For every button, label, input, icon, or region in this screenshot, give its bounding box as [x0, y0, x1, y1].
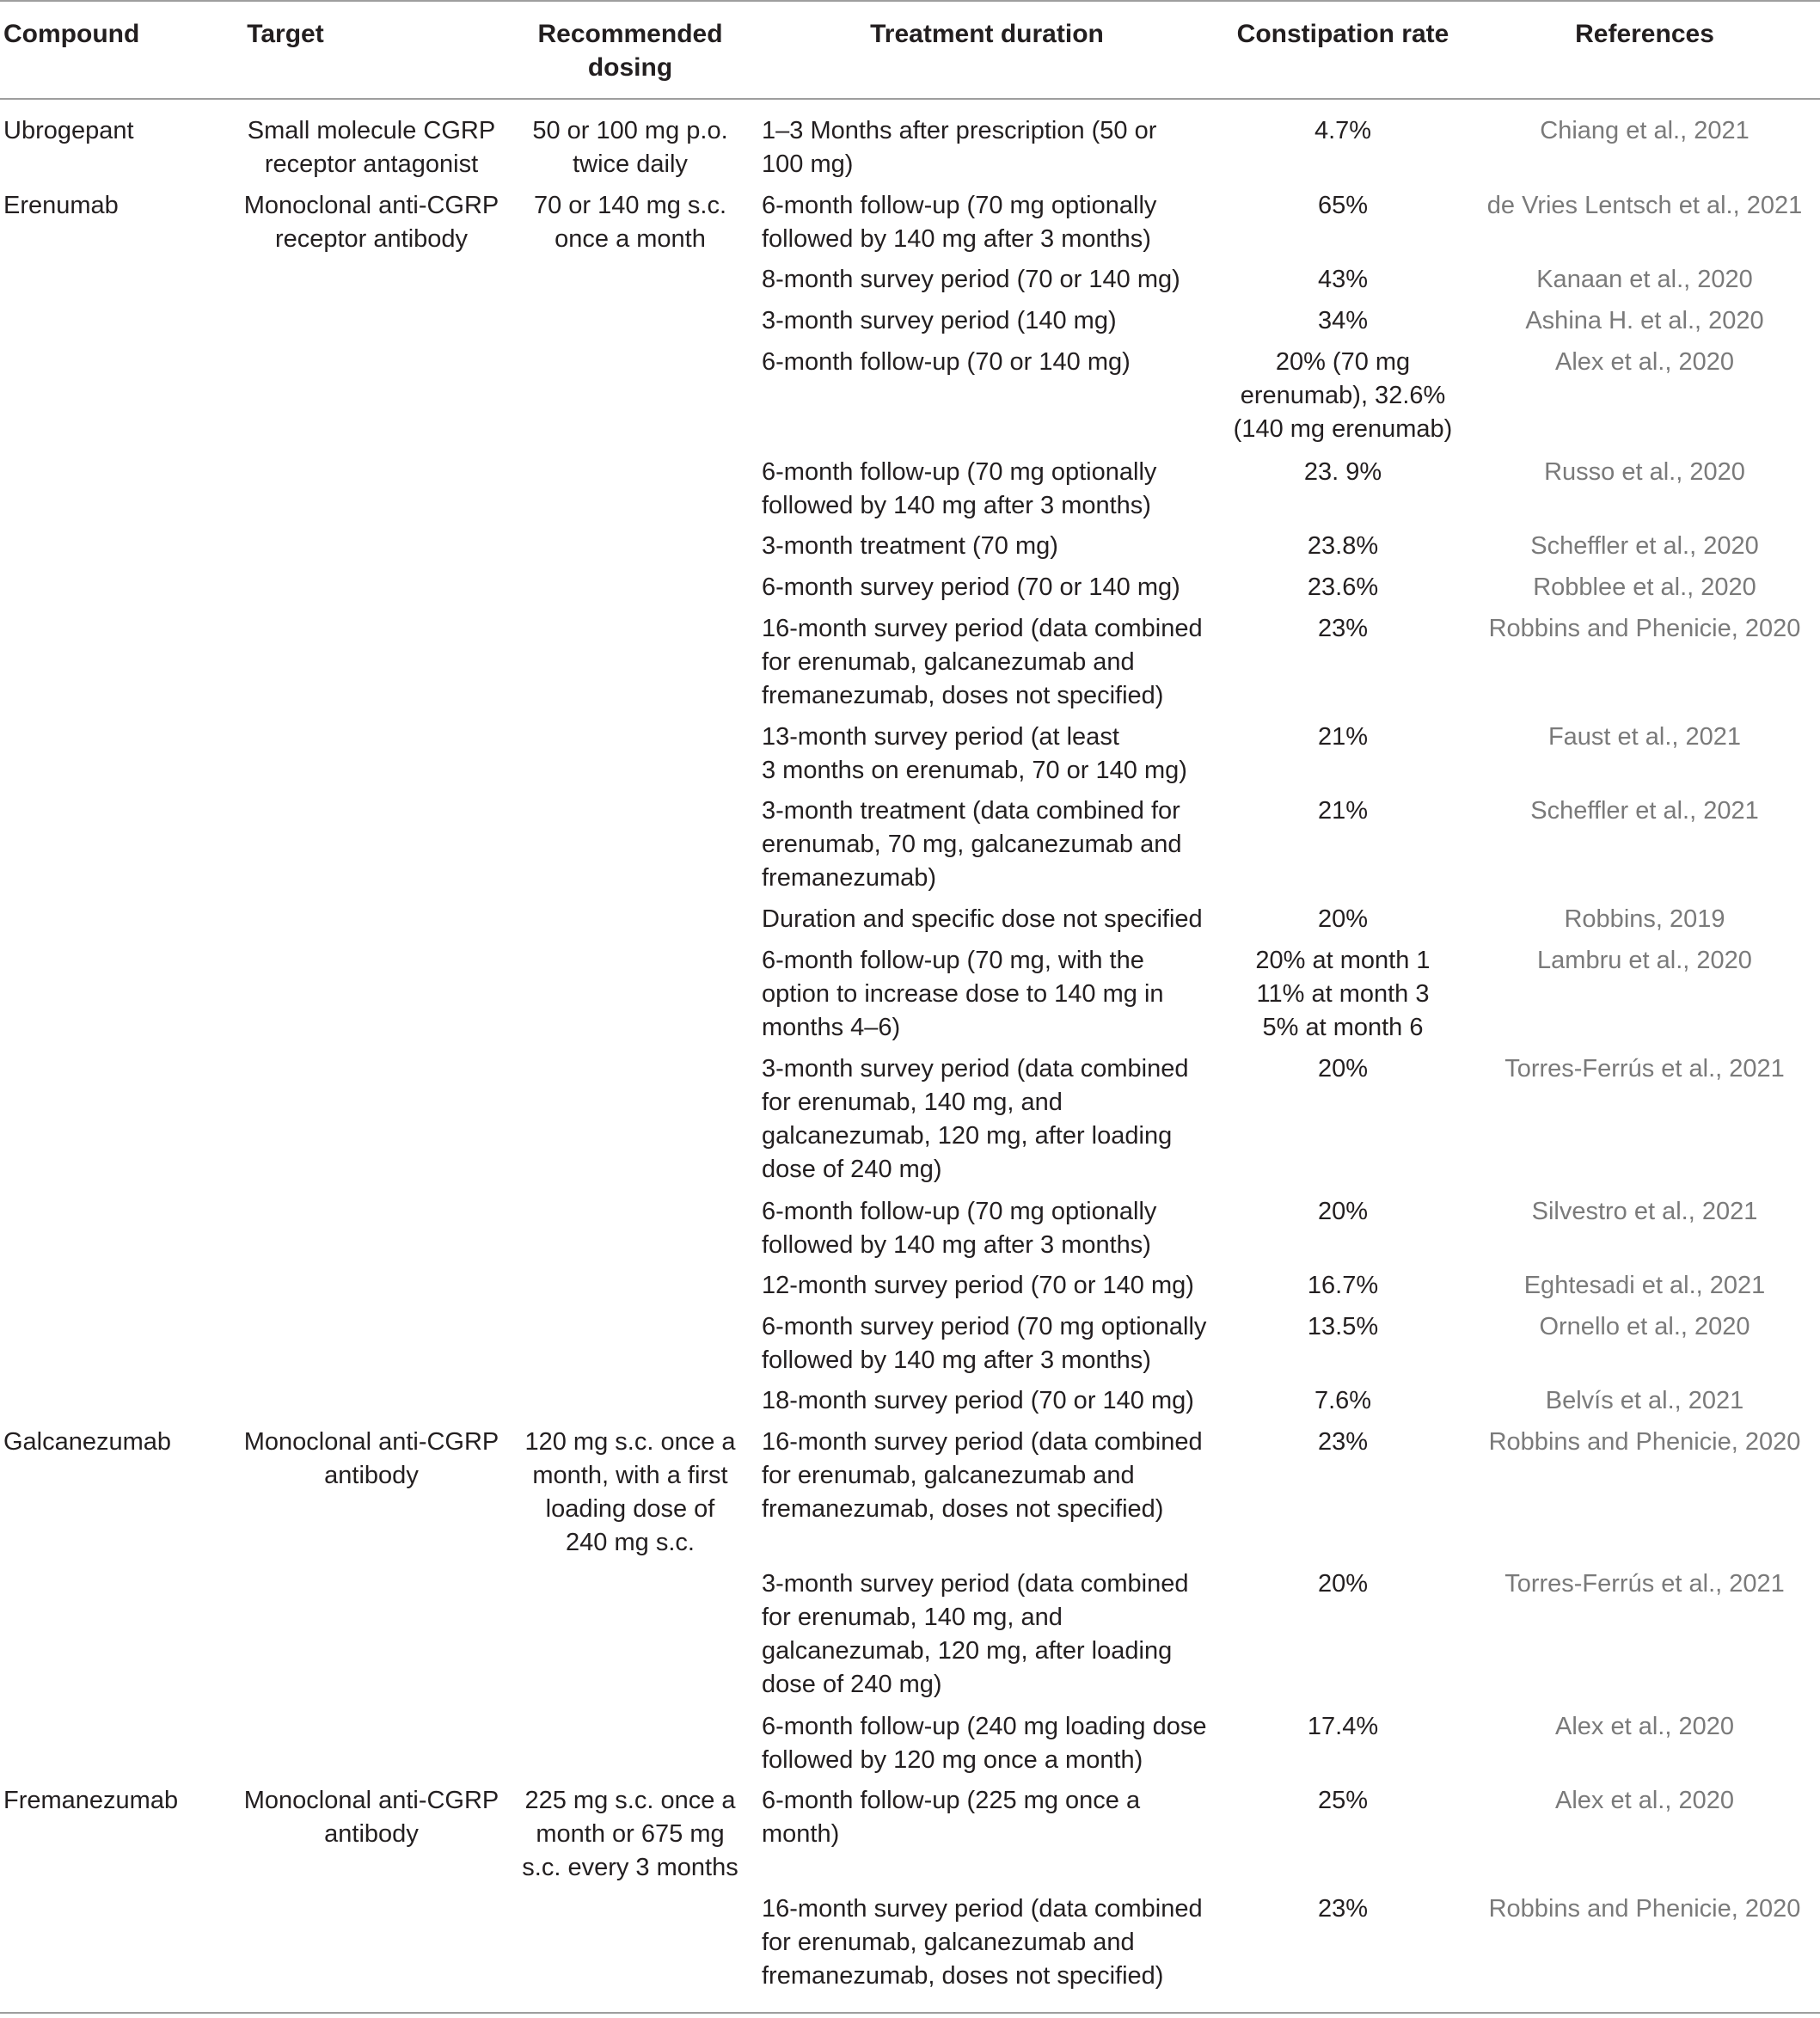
cell-rate-line: 23. 9%: [1303, 458, 1382, 486]
cell-duration: [762, 903, 1203, 936]
cell-duration-line: fremanezumab, doses not specified): [762, 1495, 1164, 1523]
cell-rate: [1197, 530, 1489, 563]
cell-duration-line: option to increase dose to 140 mg in: [762, 980, 1164, 1008]
cell-rate: [1197, 1195, 1489, 1229]
cell-duration: [762, 1310, 1206, 1377]
cell-reference: Eghtesadi et al., 2021: [1523, 1272, 1766, 1299]
cell-rate-line: 20%: [1317, 1198, 1369, 1225]
cell-dosing-line: month or 675 mg: [536, 1820, 725, 1848]
cell-duration-line: Duration and specific dose not specified: [762, 905, 1203, 933]
cell-rate-line: 7.6%: [1314, 1387, 1372, 1414]
cell-compound: [3, 1426, 171, 1459]
cell-rate-line: 20%: [1317, 905, 1369, 933]
cell-reference: Alex et al., 2020: [1555, 348, 1734, 376]
cell-duration-line: galcanezumab, 120 mg, after loading: [762, 1122, 1173, 1150]
cell-rate: [1197, 571, 1489, 604]
cell-duration-line: 6-month follow-up (225 mg once a: [762, 1787, 1141, 1814]
cell-dosing: [493, 1784, 768, 1885]
cell-reference: Robbins, 2019: [1564, 905, 1725, 933]
cell-compound: [3, 189, 119, 223]
cell-rate-line: 20%: [1317, 1055, 1369, 1083]
cell-reference: Torres-Ferrús et al., 2021: [1504, 1055, 1785, 1083]
cell-target-line: Monoclonal anti-CGRP: [243, 1428, 499, 1456]
cell-rate-line: 23.8%: [1307, 532, 1379, 560]
cell-duration-line: 3-month survey period (data combined: [762, 1055, 1189, 1083]
cell-duration: [762, 304, 1117, 338]
cell-duration-line: 6-month follow-up (70 mg optionally: [762, 458, 1157, 486]
bottom-rule: [0, 2012, 1820, 2014]
cell-rate: [1197, 346, 1489, 446]
cell-rate: [1197, 612, 1489, 646]
cell-duration-line: for erenumab, 140 mg, and: [762, 1604, 1063, 1631]
header-duration: Treatment duration: [870, 20, 1104, 48]
cell-reference: Chiang et al., 2021: [1540, 117, 1750, 144]
cell-reference: Lambru et al., 2020: [1537, 947, 1752, 974]
cell-dosing-line: month, with a first: [532, 1462, 728, 1489]
cell-duration-line: followed by 120 mg once a month): [762, 1746, 1143, 1774]
cell-dosing-line: s.c. every 3 months: [522, 1854, 738, 1881]
cell-compound-line: Fremanezumab: [3, 1787, 179, 1814]
cell-duration: [762, 263, 1180, 297]
cell-rate-line: 20%: [1317, 1570, 1369, 1598]
cell-dosing-line: 70 or 140 mg s.c.: [533, 192, 727, 219]
cell-duration-line: dose of 240 mg): [762, 1671, 942, 1698]
cell-duration-line: 100 mg): [762, 150, 854, 178]
cell-duration-line: months 4–6): [762, 1014, 901, 1041]
cell-reference: Scheffler et al., 2021: [1530, 797, 1759, 825]
cell-duration: [762, 1567, 1188, 1702]
cell-duration-line: for erenumab, galcanezumab and: [762, 1462, 1135, 1489]
cell-duration-line: 6-month survey period (70 mg optionally: [762, 1313, 1207, 1340]
cell-duration-line: followed by 140 mg after 3 months): [762, 1231, 1151, 1259]
cell-target-line: antibody: [324, 1820, 419, 1848]
cell-duration: [762, 1195, 1156, 1262]
cell-rate: [1197, 1892, 1489, 1926]
header-target: Target: [247, 20, 324, 48]
cell-reference: Torres-Ferrús et al., 2021: [1504, 1570, 1785, 1598]
cell-reference: Robblee et al., 2020: [1533, 574, 1756, 601]
cell-reference: de Vries Lentsch et al., 2021: [1486, 192, 1803, 219]
cell-duration-line: 3 months on erenumab, 70 or 140 mg): [762, 757, 1187, 784]
cell-duration-line: 6-month follow-up (70 mg optionally: [762, 192, 1157, 219]
cell-duration-line: erenumab, 70 mg, galcanezumab and: [762, 831, 1182, 858]
cell-target-line: receptor antagonist: [264, 150, 479, 178]
cell-reference: Ashina H. et al., 2020: [1525, 307, 1764, 334]
cell-rate: [1197, 456, 1489, 489]
cell-dosing-line: loading dose of: [545, 1495, 715, 1523]
cell-duration-line: 6-month follow-up (240 mg loading dose: [762, 1713, 1207, 1740]
cell-reference: Russo et al., 2020: [1544, 458, 1745, 486]
cell-rate: [1197, 903, 1489, 936]
cell-duration: [762, 1269, 1194, 1303]
cell-rate-line: 20% at month 1: [1255, 947, 1431, 974]
cell-duration: [762, 1426, 1203, 1526]
cell-reference: Ornello et al., 2020: [1539, 1313, 1750, 1340]
cell-duration: [762, 346, 1131, 379]
cell-reference: Belvís et al., 2021: [1545, 1387, 1744, 1414]
cell-duration: [762, 1052, 1188, 1187]
cell-rate: [1197, 1269, 1489, 1303]
cell-rate: [1197, 1052, 1489, 1086]
cell-target-line: Monoclonal anti-CGRP: [243, 192, 499, 219]
cell-duration-line: 16-month survey period (data combined: [762, 1428, 1203, 1456]
header-compound: Compound: [3, 20, 140, 48]
cell-dosing: [493, 114, 768, 181]
cell-reference: Kanaan et al., 2020: [1536, 266, 1753, 293]
cell-duration: [762, 1710, 1206, 1777]
cell-duration-line: 3-month treatment (data combined for: [762, 797, 1180, 825]
cell-dosing-line: 225 mg s.c. once a: [524, 1787, 736, 1814]
top-rule: [0, 0, 1820, 2]
cell-duration-line: 3-month survey period (140 mg): [762, 307, 1117, 334]
cell-rate-line: 65%: [1317, 192, 1369, 219]
cell-duration-line: 3-month treatment (70 mg): [762, 532, 1058, 560]
cell-duration: [762, 189, 1156, 256]
header-dosing: [501, 17, 759, 84]
cell-duration-line: 6-month follow-up (70 or 140 mg): [762, 348, 1131, 376]
cell-rate-line: erenumab), 32.6%: [1240, 382, 1446, 409]
cell-dosing-line: twice daily: [573, 150, 688, 178]
cell-target-line: receptor antibody: [274, 225, 469, 253]
cell-duration-line: fremanezumab, doses not specified): [762, 682, 1164, 709]
cell-rate-line: 5% at month 6: [1262, 1014, 1424, 1041]
cell-reference: Robbins and Phenicie, 2020: [1488, 1895, 1801, 1923]
cell-reference: Robbins and Phenicie, 2020: [1488, 1428, 1801, 1456]
cell-rate: [1197, 794, 1489, 828]
cell-rate-line: 23%: [1317, 1428, 1369, 1456]
cell-rate: [1197, 1384, 1489, 1418]
cell-compound-line: Erenumab: [3, 192, 119, 219]
cell-duration: [762, 794, 1181, 895]
cell-duration-line: 12-month survey period (70 or 140 mg): [762, 1272, 1194, 1299]
cell-compound: [3, 1784, 178, 1818]
cell-rate-line: 11% at month 3: [1256, 980, 1430, 1008]
cell-rate-line: (140 mg erenumab): [1233, 415, 1453, 443]
cell-duration-line: month): [762, 1820, 840, 1848]
cell-rate: [1197, 1310, 1489, 1344]
cell-dosing-line: 120 mg s.c. once a: [524, 1428, 736, 1456]
header-dosing-line-2: dosing: [587, 53, 673, 82]
cell-rate-line: 21%: [1317, 723, 1369, 751]
cell-reference: Alex et al., 2020: [1555, 1713, 1734, 1740]
cell-duration-line: fremanezumab): [762, 864, 937, 892]
cell-rate: [1197, 1426, 1489, 1459]
cell-duration-line: fremanezumab, doses not specified): [762, 1962, 1164, 1990]
cell-reference: Robbins and Phenicie, 2020: [1488, 615, 1801, 642]
cell-duration-line: dose of 240 mg): [762, 1156, 942, 1183]
cell-duration-line: 8-month survey period (70 or 140 mg): [762, 266, 1180, 293]
header-dosing-line-1: Recommended: [537, 20, 723, 48]
cell-rate-line: 17.4%: [1307, 1713, 1379, 1740]
cell-duration-line: 6-month follow-up (70 mg optionally: [762, 1198, 1157, 1225]
cell-duration-line: for erenumab, 140 mg, and: [762, 1089, 1063, 1116]
cell-dosing-line: 240 mg s.c.: [566, 1529, 695, 1556]
cell-rate-line: 21%: [1317, 797, 1369, 825]
cell-dosing: [493, 189, 768, 256]
cell-dosing-line: 50 or 100 mg p.o.: [532, 117, 728, 144]
cell-rate-line: 25%: [1317, 1787, 1369, 1814]
cell-reference: Scheffler et al., 2020: [1530, 532, 1759, 560]
cell-compound-line: Ubrogepant: [3, 117, 134, 144]
cell-rate-line: 23%: [1317, 1895, 1369, 1923]
cell-rate-line: 16.7%: [1307, 1272, 1379, 1299]
cell-duration: [762, 456, 1156, 523]
cell-reference: Faust et al., 2021: [1547, 723, 1742, 751]
cell-dosing: [493, 1426, 768, 1560]
cell-rate-line: 23%: [1317, 615, 1369, 642]
cell-rate-line: 43%: [1317, 266, 1369, 293]
cell-duration-line: 3-month survey period (data combined: [762, 1570, 1189, 1598]
cell-duration-line: 6-month follow-up (70 mg, with the: [762, 947, 1144, 974]
cell-rate: [1197, 189, 1489, 223]
cell-duration-line: for erenumab, galcanezumab and: [762, 648, 1135, 676]
cell-rate: [1197, 114, 1489, 148]
cell-duration-line: followed by 140 mg after 3 months): [762, 225, 1151, 253]
cell-target: [234, 1426, 509, 1493]
cell-rate-line: 20% (70 mg: [1275, 348, 1411, 376]
cell-compound: [3, 114, 134, 148]
cell-duration: [762, 1384, 1194, 1418]
cell-target-line: antibody: [324, 1462, 419, 1489]
cell-duration-line: galcanezumab, 120 mg, after loading: [762, 1637, 1173, 1665]
cell-duration-line: for erenumab, galcanezumab and: [762, 1929, 1135, 1956]
cell-duration: [762, 530, 1058, 563]
cell-rate: [1197, 304, 1489, 338]
cell-rate: [1197, 721, 1489, 754]
cell-rate-line: 13.5%: [1307, 1313, 1379, 1340]
cell-rate: [1197, 263, 1489, 297]
cell-target: [234, 1784, 509, 1851]
cell-compound-line: Galcanezumab: [3, 1428, 172, 1456]
cell-dosing-line: once a month: [555, 225, 706, 253]
cell-duration-line: followed by 140 mg after 3 months): [762, 492, 1151, 519]
cell-duration-line: 16-month survey period (data combined: [762, 615, 1203, 642]
cell-duration: [762, 571, 1180, 604]
cell-duration-line: 18-month survey period (70 or 140 mg): [762, 1387, 1194, 1414]
cell-reference: Silvestro et al., 2021: [1531, 1198, 1758, 1225]
cell-duration: [762, 944, 1164, 1045]
cell-duration: [762, 114, 1156, 181]
cell-target-line: Small molecule CGRP: [247, 117, 496, 144]
cell-duration-line: 1–3 Months after prescription (50 or: [762, 117, 1157, 144]
cell-duration: [762, 1784, 1140, 1851]
cell-reference: Alex et al., 2020: [1555, 1787, 1734, 1814]
header-rule: [0, 98, 1820, 100]
cell-rate: [1197, 944, 1489, 1045]
cell-rate-line: 4.7%: [1314, 117, 1372, 144]
header-rate: Constipation rate: [1236, 20, 1449, 48]
cell-rate: [1197, 1567, 1489, 1601]
cell-duration-line: followed by 140 mg after 3 months): [762, 1346, 1151, 1374]
cell-duration: [762, 612, 1203, 713]
cell-target-line: Monoclonal anti-CGRP: [243, 1787, 499, 1814]
cell-duration: [762, 721, 1187, 788]
cell-rate: [1197, 1710, 1489, 1744]
cell-rate-line: 34%: [1317, 307, 1369, 334]
header-references: References: [1575, 20, 1714, 48]
cell-rate-line: 23.6%: [1307, 574, 1379, 601]
cell-target: [234, 114, 509, 181]
cell-duration: [762, 1892, 1203, 1993]
cell-duration-line: 13-month survey period (at least: [762, 723, 1119, 751]
cell-duration-line: 6-month survey period (70 or 140 mg): [762, 574, 1180, 601]
cell-rate: [1197, 1784, 1489, 1818]
cell-duration-line: 16-month survey period (data combined: [762, 1895, 1203, 1923]
cell-target: [234, 189, 509, 256]
